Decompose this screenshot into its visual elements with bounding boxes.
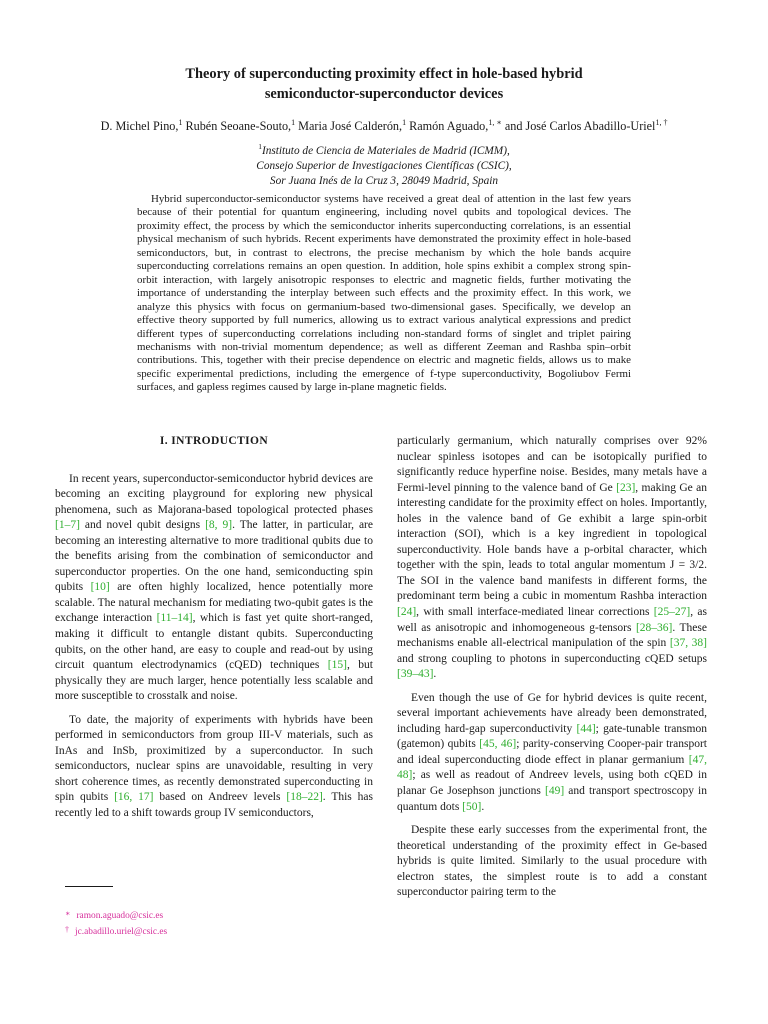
citation-link[interactable]: [37, 38]: [669, 637, 707, 650]
citation-link[interactable]: [11–14]: [156, 612, 193, 625]
author-list: [20, 115, 748, 134]
citation-link[interactable]: [24]: [397, 606, 417, 619]
email-link[interactable]: ramon.aguado@csic.es: [76, 911, 164, 921]
citation-link[interactable]: [15]: [327, 659, 347, 672]
author-affiliation-mark: 1, ∗: [488, 118, 502, 127]
abstract: Hybrid superconductor-semiconductor systems have received a great deal of attention in the last few years because of their potential for quantum engineering, including novel qubits and topological devices. The proximity effect, the process by which the semiconductor inherits superconducting correlations, is an essential physical mechanism of such hybrids. Recent experiments have demonstrated the proximity effect in hole-based semiconductors, but, in contrast to electrons, the precise mechanism by which the hole bands acquire superconducting correlations remains an open question. In addition, hole spins exhibit a complex strong spin-orbit interaction, with largely anisotropic responses to electric and magnetic fields, further motivating the importance of understanding the interplay between such effects and the proximity effect. In this work, we analyze this physics with focus on germanium-based two-dimensional gases. Specifically, we develop an effective theory supported by full numerics, allowing us to extract various analytical expressions and predict different types of superconducting correlations including non-standard forms of singlet and triplet pairing mechanisms with non-trivial momentum dependence; as well as different Zeeman and Rashba spin–orbit contributions. This, together with their precise dependence on electric and magnetic fields, allows us to make specific experimental predictions, including the emergence of f-type superconductivity, Bogoliubov Fermi surfaces, and gapless regimes caused by large in-plane magnetic fields.: [137, 193, 631, 394]
citation-link[interactable]: [50]: [462, 800, 482, 813]
citation-link[interactable]: [49]: [544, 785, 565, 798]
email-link[interactable]: jc.abadillo.uriel@csic.es: [75, 927, 168, 937]
citation-link[interactable]: [44]: [576, 722, 596, 735]
author-name: D. Michel Pino,: [100, 119, 179, 134]
affiliation-line-2: Consejo Superior de Investigaciones Científicas (CSIC),: [256, 159, 512, 172]
citation-link[interactable]: [1–7]: [55, 519, 80, 532]
footnote-mark: †: [65, 925, 69, 934]
left-column: [55, 434, 373, 830]
affiliation: [150, 139, 618, 189]
citation-link[interactable]: [39–43]: [397, 668, 434, 681]
citation-link[interactable]: [10]: [90, 581, 110, 594]
footnotes: [65, 907, 167, 939]
paragraph: To date, the majority of experiments with hybrids have been performed in semiconductors from group III-V materials, such as InAs and InSb, proximitized by a superconductor. In such semiconductors, nuclear spins are unavoidable, resulting in very short coherence times, as recently demonstrated superconducting in spin qubits [16, 17] based on Andreev levels [18–22]. This has recently led to a shift towards group IV semiconductors,: [55, 713, 373, 820]
author-name: Rubén Seoane-Souto,: [182, 119, 292, 134]
author-name: and José Carlos Abadillo-Uriel: [501, 119, 656, 134]
footnote: [65, 923, 167, 939]
citation-link[interactable]: [45, 46]: [479, 738, 517, 751]
footnote: [65, 907, 167, 923]
paragraph: Even though the use of Ge for hybrid devices is quite recent, several important achievements have already been demonstrated, including hard-gap superconductivity [44]; gate-tunable transmon (gatemon) qubits [45, 46]; parity-conserving Cooper-pair transport and ideal superconducting diode effect in planar germanium [47, 48]; as well as readout of Andreev levels, using both cQED in planar Ge Josephson junctions [49] and transport spectroscopy in quantum dots [50].: [397, 691, 708, 813]
author-affiliation-mark: 1: [402, 118, 407, 127]
paragraph: Despite these early successes from the experimental front, the theoretical understanding of the proximity effect in Ge-based hybrids is quite limited. Similarly to the usual procedure with electron states, the simplest route is to add a constant superconductor pairing term to the: [397, 824, 707, 899]
footnote-mark: ∗: [65, 909, 71, 918]
section-heading-introduction: I. INTRODUCTION: [159, 435, 269, 447]
author-affiliation-mark: 1: [178, 118, 183, 127]
footnote-rule: [65, 886, 113, 887]
author-affiliation-mark: 1: [291, 118, 296, 127]
citation-link[interactable]: [47, 48]: [397, 753, 707, 782]
affiliation-mark: 1: [258, 142, 262, 151]
paragraph: In recent years, superconductor-semiconductor hybrid devices are becoming an exciting playground for exploring new physical phenomena, such as Majorana-based topological protected phases [1–7] and novel qubit designs [8, 9]. The latter, in particular, are becoming an interesting alternative to more traditional qubits due to the benefits arising from the combination of semiconductor and superconductor properties. On the one hand, semiconducting spin qubits [10] are often highly localized, hence potentially more scalable. The natural mechanism for mediating two-qubit gates is the exchange interaction [11–14], which is fast yet quite short-ranged, making it difficult to entangle distant qubits. Superconducting qubits, on the other hand, are easy to couple and read-out by using circuit quantum electrodynamics (cQED) techniques [15], but physically they are much larger, hence potentially less scalable and more susceptible to crosstalk and noise.: [55, 472, 373, 703]
author-name: Maria José Calderón,: [295, 119, 403, 134]
title-line-1: Theory of superconducting proximity effect in hole-based hybrid: [185, 66, 583, 82]
citation-link[interactable]: [18–22]: [286, 791, 323, 804]
affiliation-line-3: Sor Juana Inés de la Cruz 3, 28049 Madrid, Spain: [269, 174, 499, 187]
citation-link[interactable]: [23]: [616, 481, 636, 494]
title-line-2: semiconductor-superconductor devices: [264, 86, 504, 102]
author-name: Ramón Aguado,: [406, 119, 489, 134]
paragraph: particularly germanium, which naturally comprises over 92% nuclear spinless isotopes and can be isotopically purified to significantly reduce hyperfine noise. Besides, many metals have a Fermi-level pinning to the valence band of Ge [23], making Ge an interesting candidate for the proximity effect on holes. Importantly, holes in the valence band of Ge exhibit a large spin-orbit interaction (SOI), which is a key ingredient in topological superconductivity. Hole bands have a p-orbital character, which together with the spin, leads to total angular momentum J = 3/2. The SOI in the valence band manifests in different forms, the predominant term being a cubic in momentum Rashba interaction [24], with small interface-mediated linear corrections [25–27], as well as anisotropic and inhomogeneous g-tensors [28–36]. These mechanisms enable all-electrical manipulation of the spin [37, 38] and strong coupling to photons in superconducting cQED setups [39–43].: [397, 435, 707, 681]
citation-link[interactable]: [25–27]: [653, 606, 691, 619]
right-column: [397, 434, 707, 909]
citation-link[interactable]: [28–36]: [635, 621, 673, 634]
citation-link[interactable]: [8, 9]: [205, 519, 233, 532]
citation-link[interactable]: [16, 17]: [114, 791, 154, 804]
author-affiliation-mark: 1, †: [655, 118, 668, 127]
affiliation-line-1: [150, 139, 618, 159]
paper-title: [100, 64, 668, 104]
affiliation-line-1-text: Instituto de Ciencia de Materiales de Madrid (ICMM),: [261, 144, 510, 157]
